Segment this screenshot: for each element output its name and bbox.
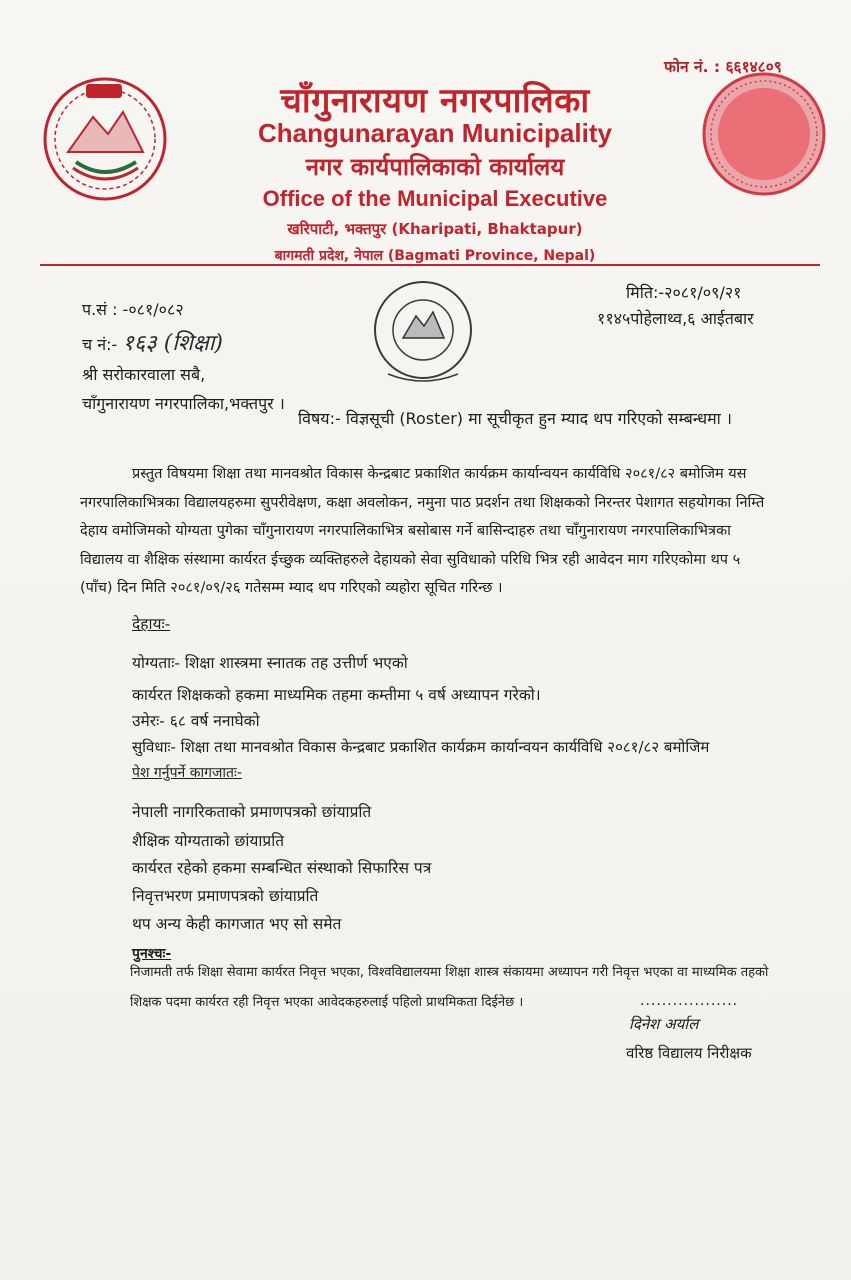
- office-name-english: Office of the Municipal Executive: [262, 186, 608, 211]
- facility-line: सुविधाः- शिक्षा तथा मानवश्रोत विकास केन्द्रबाट प्रकाशित कार्यक्रम कार्यान्वयन कार्यविधि २०८१/८२ बमोजिम: [132, 738, 710, 756]
- signature-dots: ..................: [640, 993, 739, 1009]
- address-line-1: खरिपाटी, भक्तपुर (Kharipati, Bhaktapur): [287, 220, 583, 238]
- dispatch-number-handwritten: १६३ (शिक्षा): [122, 331, 224, 356]
- office-name-nepali: नगर कार्यपालिकाको कार्यालय: [305, 153, 565, 181]
- qualification-line: योग्यताः- शिक्षा शास्त्रमा स्नातक तह उत्तीर्ण भएको: [132, 654, 408, 672]
- document-item: कार्यरत रहेको हकमा सम्बन्धित संस्थाको सिफारिस पत्र: [132, 859, 432, 877]
- phone-number: फोन नं. : ६६१४८०९: [664, 58, 782, 76]
- body-line: नगरपालिकाभित्रका विद्यालयहरुमा सुपरीवेक्षण, कक्षा अवलोकन, नमुना पाठ प्रदर्शन तथा शिक्षकको निरन्तर पेशागत सहयोगका निम्ति: [80, 494, 765, 511]
- experience-line: कार्यरत शिक्षकको हकमा माध्यमिक तहमा कम्तीमा ५ वर्ष अध्यापन गरेको।: [132, 686, 541, 704]
- body-line: विद्यालय वा शैक्षिक संस्थामा कार्यरत ईच्छुक व्यक्तिहरुले देहायको सेवा सुविधाको परिधि भित्र रही आवेदन माग गरिएकोमा थप ५: [80, 551, 741, 568]
- document-item: थप अन्य केही कागजात भए सो समेत: [132, 915, 342, 933]
- signatory-name: दिनेश अर्याल: [629, 1015, 699, 1033]
- nepal-emblem-icon: [38, 72, 173, 207]
- office-seal-icon: [358, 278, 488, 388]
- recipient-line-2: चाँगुनारायण नगरपालिका,भक्तपुर ।: [82, 394, 285, 413]
- dispatch-number-label: च नं:-: [82, 335, 118, 354]
- body-line: प्रस्तुत विषयमा शिक्षा तथा मानवश्रोत विकास केन्द्रबाट प्रकाशित कार्यक्रम कार्यान्वयन कार्यविधि २०८१/८२ बमोजिम यस: [132, 466, 747, 482]
- reference-number: प.सं : -०८१/०८२: [82, 300, 184, 319]
- document-item: शैक्षिक योग्यताको छांयाप्रति: [132, 832, 285, 850]
- signatory-title: वरिष्ठ विद्यालय निरीक्षक: [626, 1044, 752, 1062]
- date-bs: मिति:-२०८१/०९/२१: [626, 283, 742, 302]
- letterhead-divider: [40, 264, 820, 266]
- round-stamp-icon: [700, 70, 828, 198]
- date-nepal-sambat: ११४५पोहेलाथ्व,६ आईतबार: [597, 309, 754, 328]
- documents-heading: पेश गर्नुपर्ने कागजातः-: [132, 765, 242, 781]
- document-item: निवृत्तभरण प्रमाणपत्रको छांयाप्रति: [132, 887, 319, 905]
- subject-line: विषय:- विज्ञसूची (Roster) मा सूचीकृत हुन म्याद थप गरिएको सम्बन्धमा ।: [298, 409, 732, 428]
- document-item: नेपाली नागरिकताको प्रमाणपत्रको छांयाप्रति: [132, 803, 372, 821]
- postscript-heading: पुनश्चः-: [132, 946, 172, 962]
- body-paragraph: [80, 460, 780, 603]
- body-line: देहाय वमोजिमको योग्यता पुगेका चाँगुनारायण नगरपालिकाभित्र बसोबास गर्ने बासिन्दाहरु तथा चाँगुनारायण नगरपालिकाभित्रका: [80, 523, 731, 539]
- dispatch-number: [82, 327, 223, 357]
- municipality-name-nepali: चाँगुनारायण नगरपालिका: [280, 81, 590, 121]
- details-heading: देहायः-: [132, 615, 171, 633]
- postscript-line-1: निजामती तर्फ शिक्षा सेवामा कार्यरत निवृत्त भएका, विश्वविद्यालयमा शिक्षा शास्त्र संकायमा अध्यापन गरी निवृत्त भएका वा माध्यमिक तहको: [130, 965, 769, 980]
- age-line: उमेरः- ६८ वर्ष ननाघेको: [132, 712, 260, 730]
- municipality-name-english: Changunarayan Municipality: [258, 118, 612, 148]
- body-line: (पाँच) दिन मिति २०८१/०९/२६ गतेसम्म म्याद थप गरिएको व्यहोरा सूचित गरिन्छ ।: [80, 580, 503, 596]
- recipient-line-1: श्री सरोकारवाला सबै,: [82, 365, 206, 384]
- postscript-line-2: शिक्षक पदमा कार्यरत रही निवृत्त भएका आवेदकहरुलाई पहिलो प्राथमिकता दिईनेछ ।: [130, 995, 524, 1010]
- address-line-2: बागमती प्रदेश, नेपाल (Bagmati Province, Nepal): [274, 248, 596, 264]
